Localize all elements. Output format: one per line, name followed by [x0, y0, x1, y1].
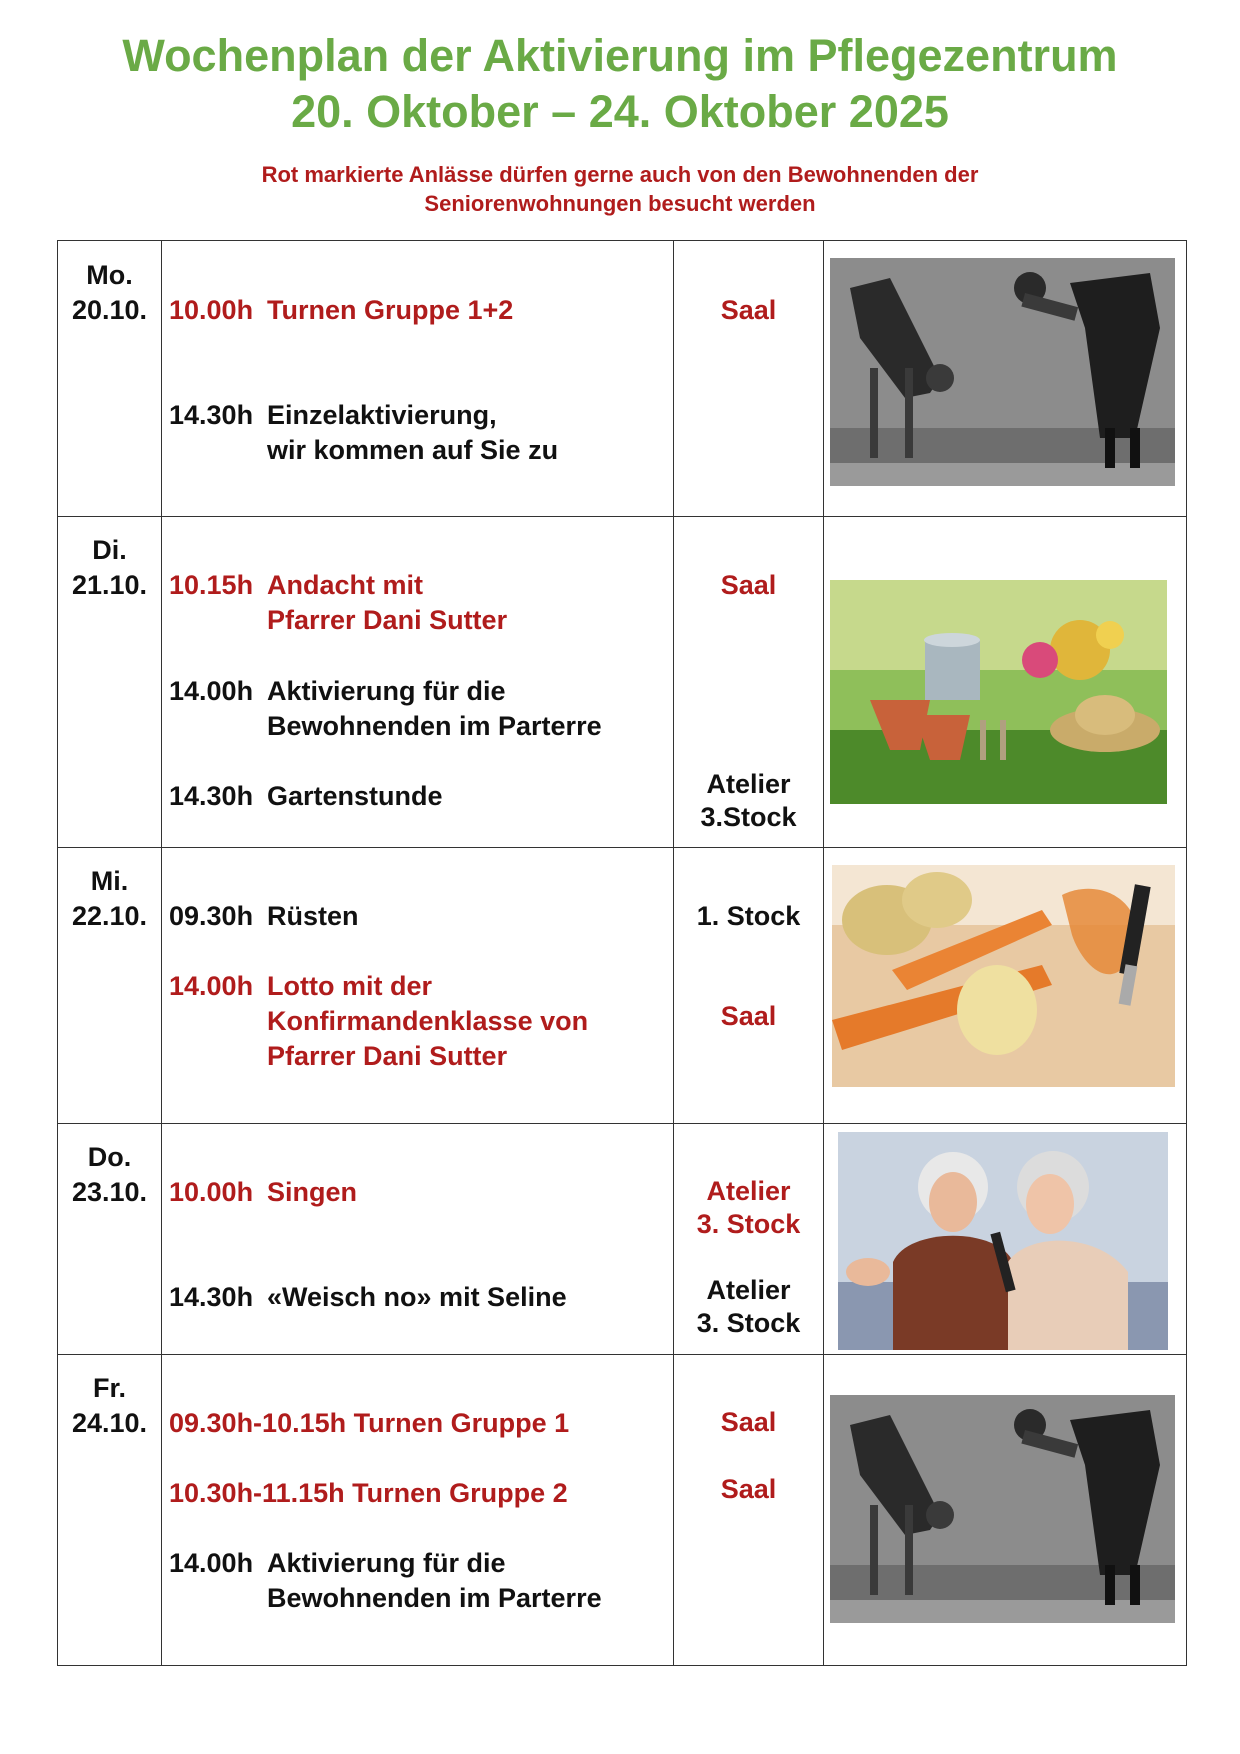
day-cell — [58, 517, 162, 848]
activity-entry: 10.15h Andacht mit — [169, 570, 424, 600]
activity-entry: 14.30h Einzelaktivierung, — [169, 400, 497, 430]
day-cell — [58, 848, 162, 1124]
location-cell — [674, 517, 824, 848]
table-row — [58, 241, 1187, 517]
gymnastics-photo — [830, 1395, 1175, 1623]
location: Saal — [720, 1474, 777, 1504]
weekday: Mo. — [86, 260, 133, 290]
weekday: Di. — [92, 535, 127, 565]
location-cell — [674, 241, 824, 517]
activity-entry: 14.00h Aktivierung für die — [169, 1548, 506, 1578]
weekly-schedule-table — [57, 240, 1187, 1666]
location: Saal — [720, 295, 777, 325]
page-title: Wochenplan der Aktivierung im Pflegezentrum — [122, 30, 1118, 81]
activity-entry-continued: Konfirmandenklasse von — [267, 1006, 589, 1036]
location: Atelier — [706, 1275, 791, 1305]
location-cell — [674, 1355, 824, 1666]
activity-entry: 14.30h «Weisch no» mit Seline — [169, 1282, 567, 1312]
location: Atelier — [706, 1176, 791, 1206]
table-row — [58, 1355, 1187, 1666]
activity-entry-continued: wir kommen auf Sie zu — [267, 435, 559, 465]
note-line-2: Seniorenwohnungen besucht werden — [424, 191, 816, 216]
location: Saal — [720, 1407, 777, 1437]
day-cell — [58, 1124, 162, 1355]
image-cell — [824, 517, 1187, 848]
activity-entry: 09.30h-10.15h Turnen Gruppe 1 — [169, 1408, 570, 1438]
location-cell — [674, 848, 824, 1124]
image-cell — [824, 848, 1187, 1124]
location-cell — [674, 1124, 824, 1355]
activity-entry: 10.00h Turnen Gruppe 1+2 — [169, 295, 514, 325]
activities-cell — [162, 1355, 674, 1666]
date: 23.10. — [71, 1177, 148, 1207]
activity-entry: 14.30h Gartenstunde — [169, 781, 443, 811]
vegetables-photo — [832, 865, 1175, 1087]
table-row — [58, 517, 1187, 848]
weekday: Fr. — [92, 1373, 126, 1403]
location: Atelier — [706, 769, 791, 799]
activity-entry: 10.30h-11.15h Turnen Gruppe 2 — [169, 1478, 568, 1508]
location-continued: 3. Stock — [696, 1209, 801, 1239]
location-continued: 3. Stock — [696, 1308, 801, 1338]
activity-entry: 09.30h Rüsten — [169, 901, 359, 931]
location: Saal — [720, 570, 777, 600]
date: 21.10. — [71, 570, 148, 600]
gymnastics-photo — [830, 258, 1175, 486]
image-cell — [824, 1355, 1187, 1666]
activities-cell — [162, 241, 674, 517]
note-line-1: Rot markierte Anlässe dürfen gerne auch von den Bewohnenden der — [261, 162, 979, 187]
day-cell — [58, 1355, 162, 1666]
activity-entry-continued: Bewohnenden im Parterre — [267, 1583, 602, 1613]
day-cell — [58, 241, 162, 517]
location-continued: 3.Stock — [700, 802, 797, 832]
activity-entry-continued: Pfarrer Dani Sutter — [267, 1041, 508, 1071]
singing-seniors-photo — [838, 1132, 1168, 1350]
image-cell — [824, 241, 1187, 517]
date: 20.10. — [71, 295, 148, 325]
date: 22.10. — [71, 901, 148, 931]
activity-entry: 14.00h Aktivierung für die — [169, 676, 506, 706]
activity-entry: 14.00h Lotto mit der — [169, 971, 432, 1001]
activities-cell — [162, 517, 674, 848]
garden-tools-photo — [830, 580, 1167, 804]
activity-entry-continued: Bewohnenden im Parterre — [267, 711, 602, 741]
image-cell — [824, 1124, 1187, 1355]
table-row — [58, 848, 1187, 1124]
location: Saal — [720, 1001, 777, 1031]
weekday: Mi. — [90, 866, 129, 896]
activities-cell — [162, 848, 674, 1124]
activity-entry: 10.00h Singen — [169, 1177, 358, 1207]
weekday: Do. — [87, 1142, 132, 1172]
location: 1. Stock — [696, 901, 801, 931]
activities-cell — [162, 1124, 674, 1355]
activity-entry-continued: Pfarrer Dani Sutter — [267, 605, 508, 635]
table-row — [58, 1124, 1187, 1355]
page-title-dates: 20. Oktober – 24. Oktober 2025 — [291, 86, 949, 137]
date: 24.10. — [71, 1408, 148, 1438]
